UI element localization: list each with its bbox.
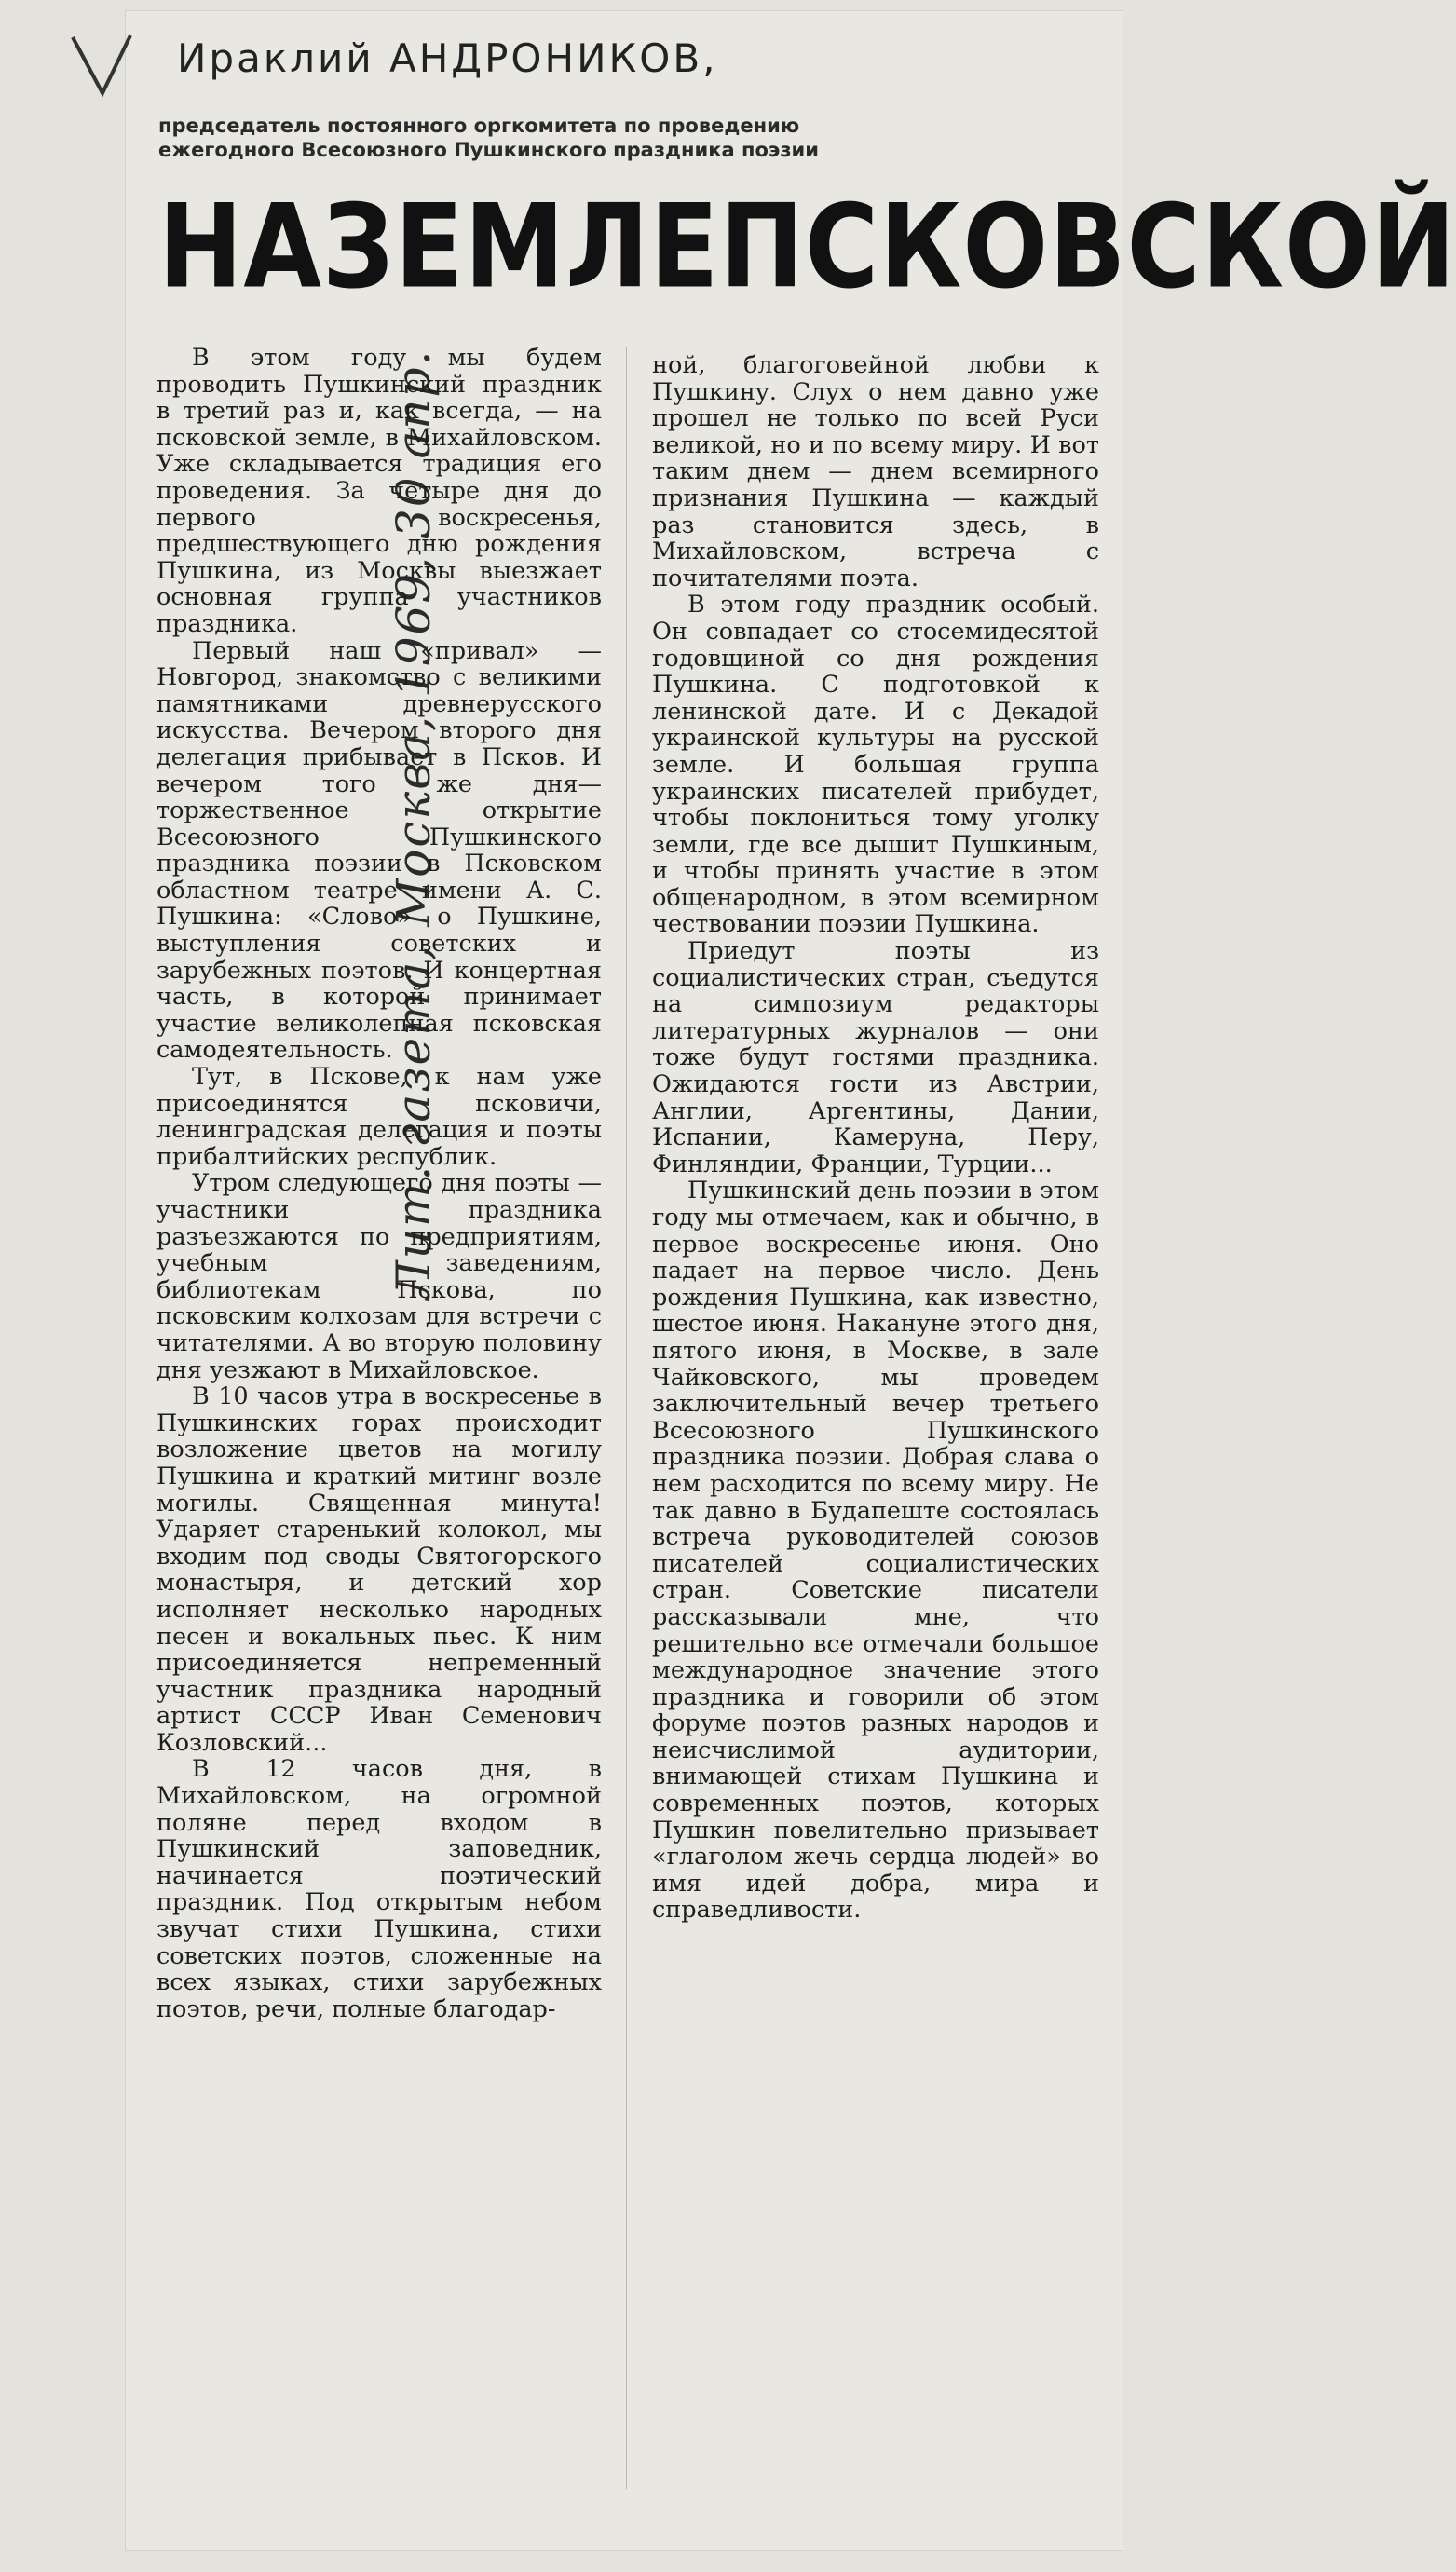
paragraph: В этом году мы будем проводить Пушкинский праздник в третий раз и, как всегда, — на псковской земле, в Михайловском. Уже складывается традиция его проведения. За четыре дня до первого воскресенья, предшествующего дню рождения Пушкина, из Москвы выезжает основная группа участников праздника. — [156, 344, 602, 638]
paragraph: В этом году праздник особый. Он совпадает со стосемидесятой годовщиной со дня рождения Пушкина. С подготовкой к ленинской дате. И с Декадой украинской культуры на русской земле. И большая группа украинских писателей прибудет, чтобы поклониться тому уголку земли, где все дышит Пушкиным, и чтобы принять участие в этом общенародном, в этом всемирном чествовании поэзии Пушкина. — [652, 591, 1099, 939]
check-mark-icon — [65, 28, 140, 112]
paragraph: Тут, в Пскове, к нам уже присоединятся псковичи, ленинградская делегация и поэты прибалтийских республик. — [156, 1063, 602, 1171]
paragraph: Приедут поэты из социалистических стран, съедутся на симпозиум редакторы литературных журналов — они тоже будут гостями праздника. Ожидаются гости из Австрии, Англии, Аргентины, Дании, Испании, Камеруна, Перу, Финляндии, Франции, Турции... — [652, 937, 1099, 1178]
paragraph: Пушкинский день поэзии в этом году мы отмечаем, как и обычно, в первое воскресенье июня. Оно падает на первое число. День рождения Пушкина, как известно, шестое июня. Накануне этого дня, пятого июня, в Москве, в зале Чайковского, мы проведем заключительный вечер третьего Всесоюзного Пушкинского праздника поэзии. Добрая слава о нем расходится по всему миру. Не так давно в Будапеште состоялась встреча руководителей союзов писателей социалистических стран. Советские писатели рассказывали мне, что решительно все отмечали большое международное значение этого праздника и говорили об этом форуме поэтов разных народов и неисчислимой аудитории, внимающей стихам Пушкина и современных поэтов, которых Пушкин повелительно призывает «глаголом жечь сердца людей» во имя идей добра, мира и справедливости. — [652, 1177, 1099, 1925]
paragraph: В 12 часов дня, в Михайловском, на огромной поляне перед входом в Пушкинский заповедник, начинается поэтический праздник. Под открытым небом звучат стихи Пушкина, стихи советских поэтов, сложенные на всех языках, стихи зарубежных поэтов, речи, полные благодар- — [156, 1755, 602, 2023]
headline — [158, 173, 1456, 323]
subtitle-line: ежегодного Всесоюзного Пушкинского праздника поэзии — [158, 139, 819, 161]
headline-word: ЗЕМЛЕ — [321, 180, 720, 315]
subtitle-line: председатель постоянного оргкомитета по проведению — [158, 115, 800, 137]
paragraph: Утром следующего дня поэты — участники праздника разъезжаются по предприятиям, учебным заведениям, библиотекам Пскова, по псковским колхозам для встречи с читателями. А во вторую половину дня уезжают в Михайловское. — [156, 1169, 602, 1384]
headline-word: ПСКОВСКОЙ — [719, 180, 1456, 315]
column-divider — [626, 347, 627, 2489]
author-subtitle — [158, 114, 819, 162]
paragraph: Первый наш «привал» — Новгород, знакомство с великими памятниками древнерусского искусства. Вечером второго дня делегация прибывает в Псков. И вечером того же дня—торжественное открытие Всесоюзного Пушкинского праздника поэзии в Псковском областном театре имени А. С. Пушкина: «Слово» о Пушкине, выступления советских и зарубежных поэтов. И концертная часть, в которой принимает участие великолепная псковская самодеятельность. — [156, 636, 602, 1065]
right-column — [652, 352, 1099, 1924]
paragraph-continuation: ной, благоговейной любви к Пушкину. Слух о нем давно уже прошел не только по всей Руси великой, но и по всему миру. И вот таким днем — днем всемирного признания Пушкина — каждый раз становится здесь, в Михайловском, встреча с почитателями поэта. — [652, 351, 1099, 592]
author-name: Ираклий АНДРОНИКОВ, — [177, 35, 718, 81]
paragraph: В 10 часов утра в воскресенье в Пушкинских горах происходит возложение цветов на могилу Пушкина и краткий митинг возле могилы. Священная минута! Ударяет старенький колокол, мы входим под своды Святогорского монастыря, и детский хор исполняет несколько народных песен и вокальных пьес. К ним присоединяется непременный участник праздника народный артист СССР Иван Семенович Козловский... — [156, 1382, 602, 1757]
left-column — [156, 345, 602, 2022]
headline-word: НА — [158, 180, 322, 315]
handwritten-margin-note: Лит. газета, Москва, 1969, 30 апр. — [387, 348, 441, 1300]
